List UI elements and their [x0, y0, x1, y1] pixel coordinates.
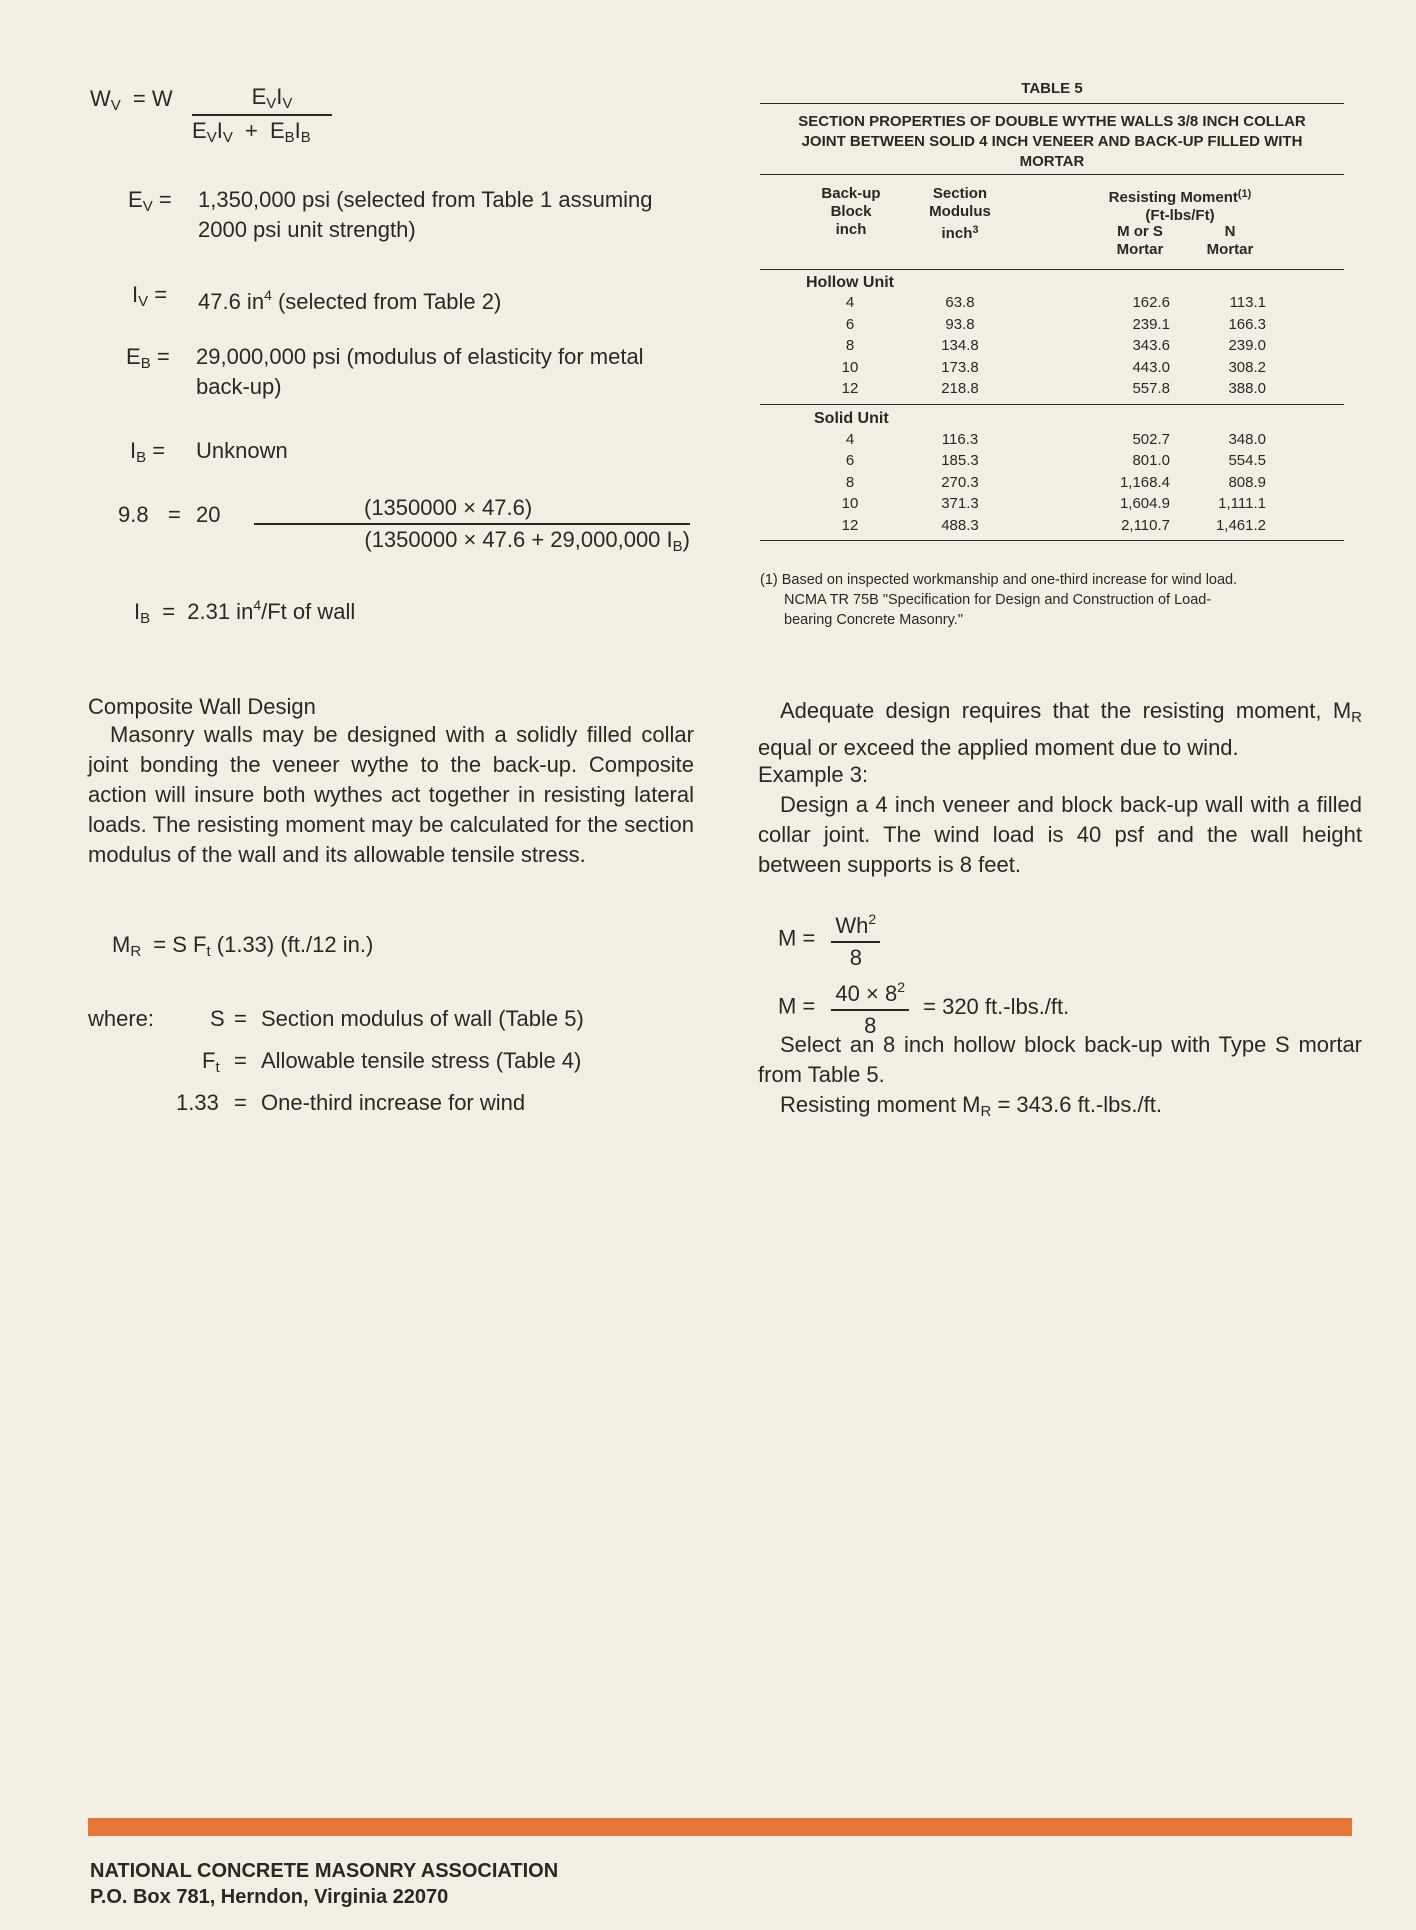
wv-lhs: $W_V$ — [90, 86, 121, 114]
table-row — [760, 452, 1344, 474]
section-solid-label: Solid Unit — [814, 409, 889, 427]
table-row — [760, 431, 1344, 453]
table-cell: 502.7 — [1132, 430, 1170, 448]
hollow-rows — [760, 294, 1344, 402]
table-header — [760, 175, 1344, 269]
table-cell: 270.3 — [941, 473, 979, 491]
table-label: TABLE 5 — [1021, 80, 1083, 97]
table-cell: 554.5 — [1228, 452, 1266, 469]
table-cell: 116.3 — [941, 430, 979, 448]
ib-result: $I_B = 2.31$ $in^4/Ft$ of wall — [134, 597, 356, 627]
footer-address: P.O. Box 781, Herndon, Virginia 22070 — [90, 1886, 449, 1908]
table-cell: 1,111.1 — [1218, 495, 1266, 512]
table-row — [760, 474, 1344, 496]
table-cell: 488.3 — [941, 516, 979, 534]
footer-org: NATIONAL CONCRETE MASONRY ASSOCIATION — [90, 1860, 559, 1882]
table-row — [760, 380, 1344, 402]
header-section-modulus: Section Modulus inch$^3$ — [929, 185, 991, 242]
moment-formula: M = $\frac{Wh^2}{8}$ — [778, 904, 880, 973]
solve-denominator: (1350000 × 47.6 + 29,000,000 $I_B$) — [364, 527, 690, 555]
table-cell: 134.8 — [941, 337, 979, 354]
table-cell: 308.2 — [1228, 358, 1266, 376]
header-n: N Mortar — [1206, 223, 1254, 258]
section-heading: Composite Wall Design — [88, 694, 316, 719]
table-cell: 8 — [845, 473, 855, 491]
table-cell: 185.3 — [941, 452, 979, 469]
selection-paragraph: Select an 8 inch hollow block back-up with Type S mortar from Table 5. — [758, 1032, 1362, 1087]
table-cell: 10 — [841, 358, 859, 376]
table-row — [760, 517, 1344, 539]
footer-bar — [88, 1818, 1352, 1836]
table-row — [760, 359, 1344, 381]
table-title: SECTION PROPERTIES OF DOUBLE WYTHE WALLS 3/8 INCH COLLAR JOINT BETWEEN SOLID 4 INCH VENEER AND BACK-UP FILLED WITH MORTAR — [798, 113, 1306, 170]
table-cell: 173.8 — [941, 358, 979, 376]
table-row — [760, 495, 1344, 517]
table-cell: 218.8 — [941, 380, 979, 397]
table-cell: 162.6 — [1132, 294, 1170, 311]
table-cell: 443.0 — [1132, 358, 1170, 376]
adequate-design-paragraph: Adequate design requires that the resisting moment, $M_R$ equal or exceed the applied moment due to wind. — [758, 698, 1362, 760]
table-cell: 1,604.9 — [1119, 495, 1170, 512]
table-cell: 343.6 — [1132, 337, 1170, 354]
header-m-or-s: M or S Mortar — [1116, 223, 1164, 258]
table-cell: 239.1 — [1132, 315, 1170, 333]
wv-fraction — [192, 84, 332, 152]
table-cell: 348.0 — [1228, 430, 1266, 448]
table-cell: 388.0 — [1228, 380, 1266, 397]
table-cell: 63.8 — [945, 294, 975, 311]
table-row — [760, 294, 1344, 316]
table-cell: 113.1 — [1229, 294, 1266, 311]
table-cell: 2,110.7 — [1121, 516, 1170, 534]
composite-paragraph: Masonry walls may be designed with a solidly filled collar joint bonding the veneer wythe to the back-up. Composite action will insure both wythes act together in resisting lateral loads. The resisting moment may be calculated for the section modulus of the wall and its allowable tensile stress. — [88, 722, 694, 867]
table-footnote: (1) Based on inspected workmanship and one-third increase for wind load. NCMA TR 75B "Specification for Design and Construction of Load- bearing Concrete Masonry." — [760, 572, 1238, 628]
table-cell: 93.8 — [945, 315, 975, 333]
table-row — [760, 337, 1344, 359]
wv-denominator: $E_VI_V + E_BI_B$ — [192, 118, 311, 146]
table-cell: 12 — [841, 516, 859, 534]
solve-numerator: (1350000 × 47.6) — [254, 495, 690, 525]
example-paragraph: Design a 4 inch veneer and block back-up wall with a filled collar joint. The wind load is 40 psf and the wall height between supports is 8 feet. — [758, 792, 1362, 877]
table-cell: 4 — [845, 294, 855, 311]
header-resisting-moment: Resisting Moment$^{(1)}$ (Ft-lbs/Ft) — [1108, 188, 1252, 224]
table-cell: 808.9 — [1228, 473, 1266, 491]
equation-wv: $W_V = W$ — [90, 86, 173, 114]
section-hollow-label: Hollow Unit — [806, 274, 894, 291]
resisting-moment-result: Resisting moment $M_R = 343.6$ ft.-lbs./ft. — [780, 1092, 1162, 1120]
wv-numerator: $E_VI_V$ — [192, 84, 332, 116]
solve-fraction — [254, 495, 690, 555]
table-cell: 239.0 — [1228, 337, 1266, 354]
mr-equation: $M_R = S$ $F_t$ (1.33) (ft./12 in.) — [112, 932, 374, 960]
table-cell: 557.8 — [1132, 380, 1170, 397]
table-cell: 371.3 — [941, 495, 979, 512]
table-cell: 10 — [841, 495, 859, 512]
table-cell: 1,461.2 — [1215, 516, 1266, 534]
moment-calculation: M = $\frac{40 \times 8^2}{8}$ = 320 ft.-lbs./ft. — [778, 972, 1069, 1041]
example-label: Example 3: — [758, 762, 869, 787]
table-cell: 1,168.4 — [1119, 473, 1170, 491]
table-cell: 166.3 — [1228, 315, 1266, 333]
where-label: where: — [88, 1006, 155, 1031]
table-cell: 6 — [845, 315, 855, 333]
table-cell: 12 — [841, 380, 859, 397]
table-cell: 6 — [845, 452, 855, 469]
table-row — [760, 316, 1344, 338]
table-5 — [760, 80, 1344, 541]
table-cell: 8 — [845, 337, 855, 354]
table-cell: 801.0 — [1132, 452, 1170, 469]
solid-rows — [760, 431, 1344, 539]
header-backup: Back-up Block inch — [821, 185, 881, 238]
table-cell: 4 — [845, 430, 855, 448]
